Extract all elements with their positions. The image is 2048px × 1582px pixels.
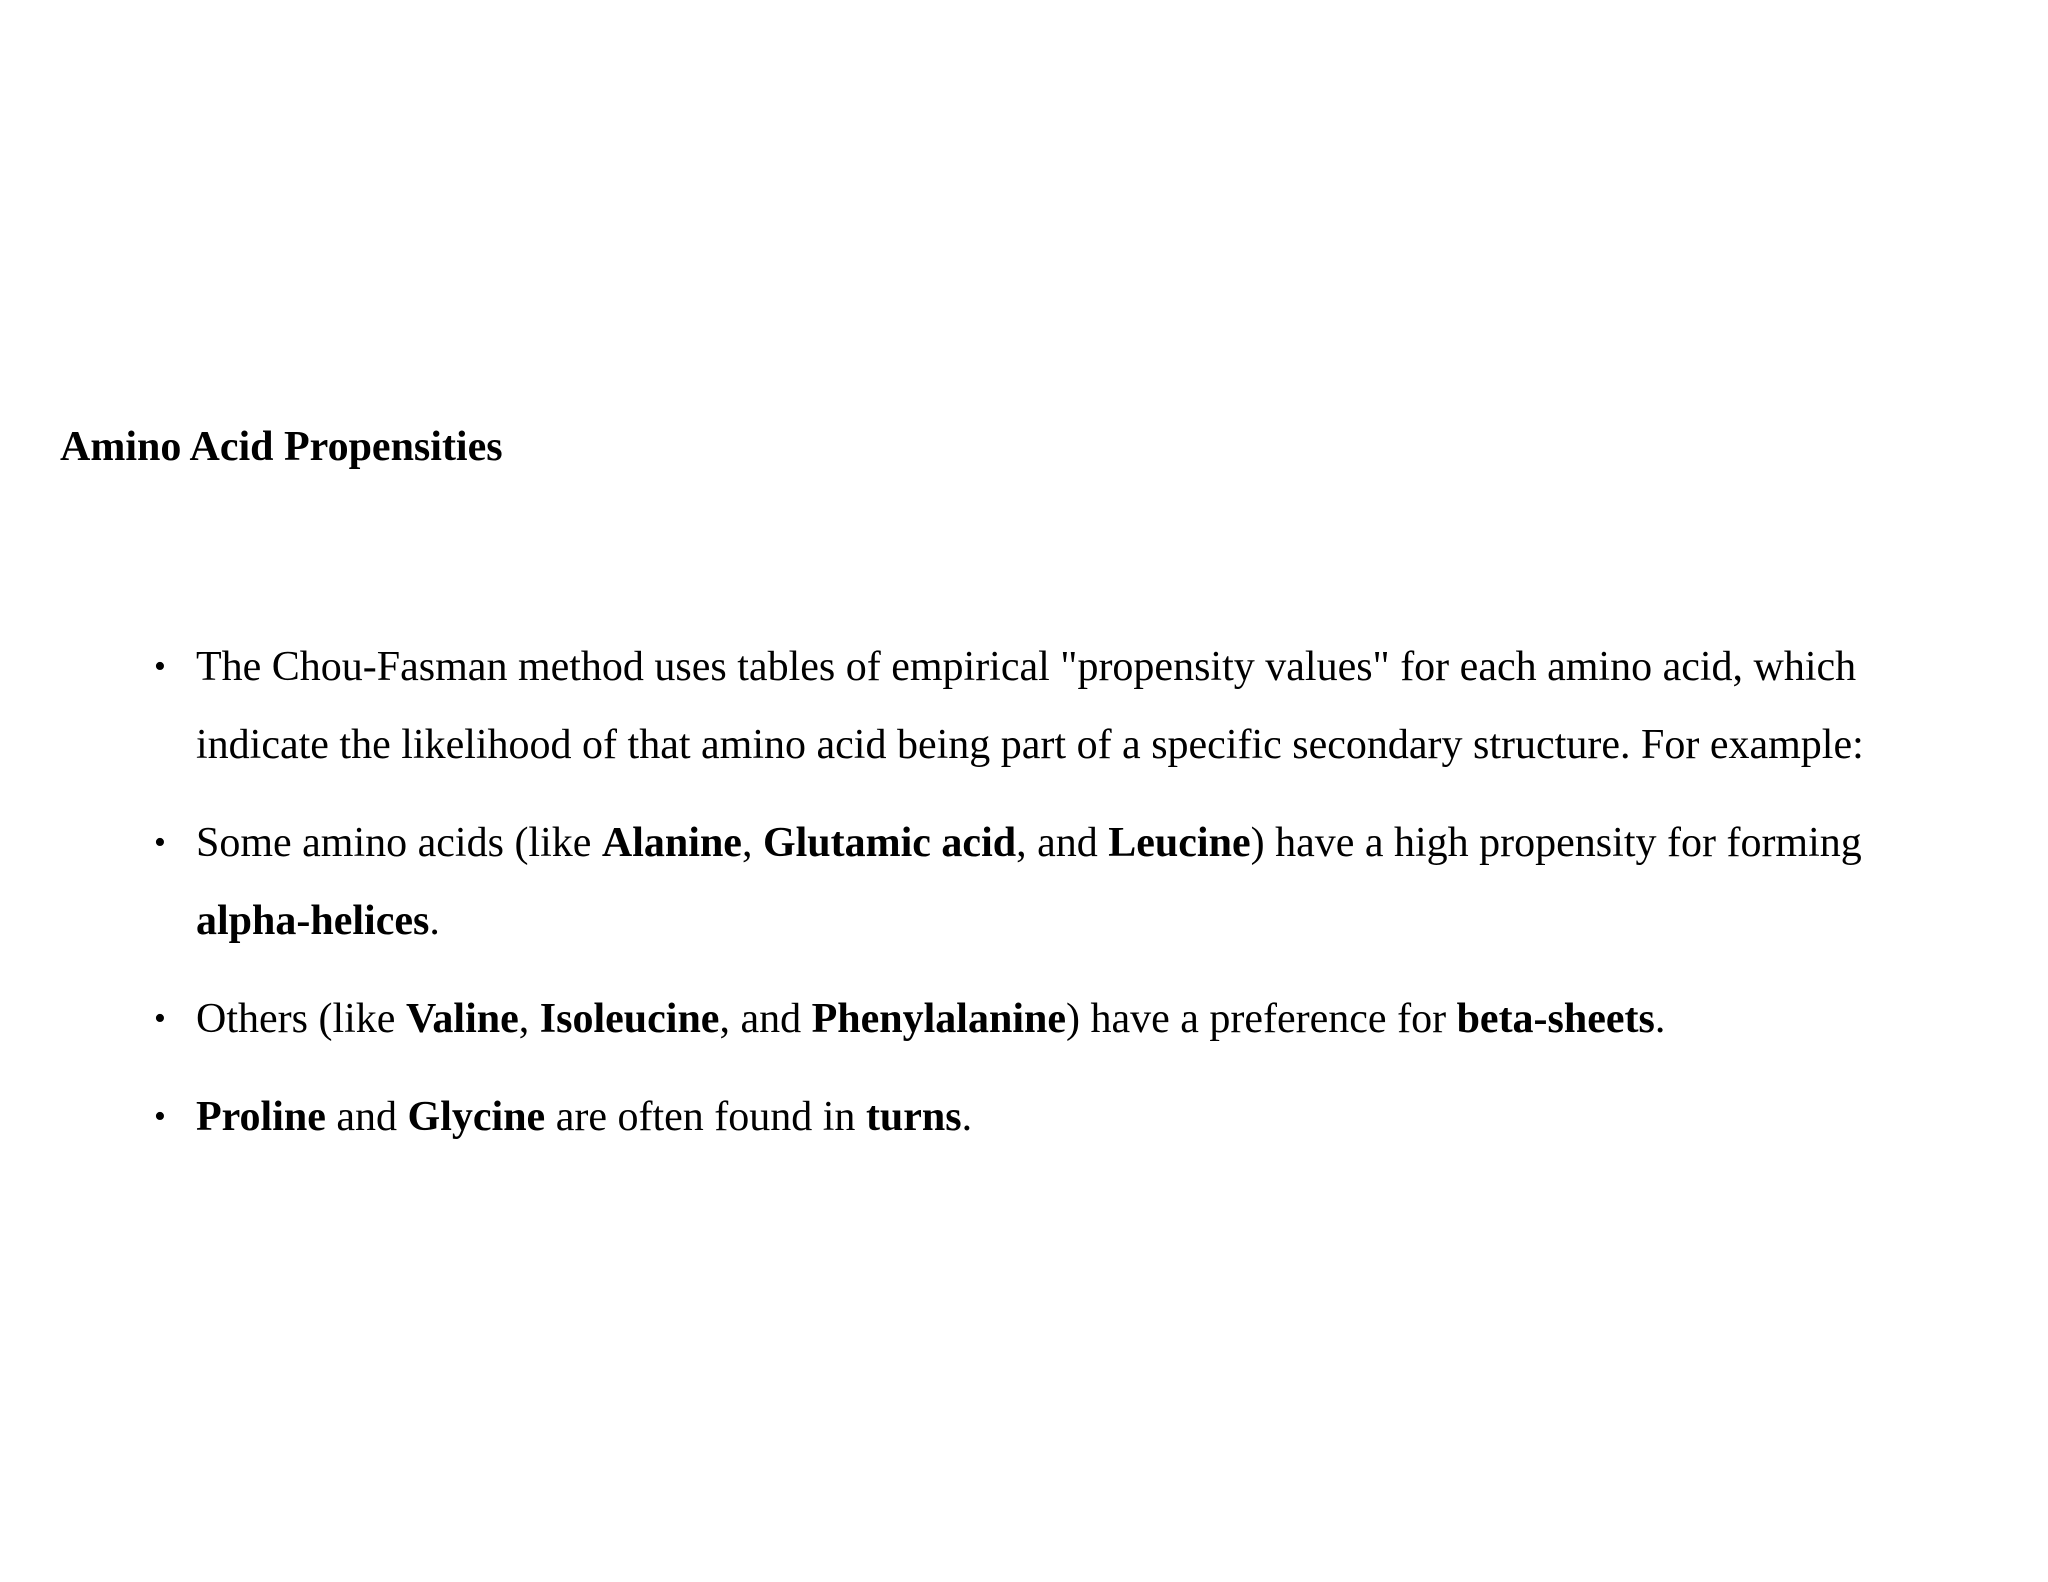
bold-term: Glycine — [407, 1094, 546, 1140]
page-heading: Amino Acid Propensities — [60, 424, 503, 470]
bullet-dot-icon: • — [154, 648, 166, 685]
bold-term: Valine — [405, 996, 519, 1042]
bullet-text-segment: are often found in — [545, 1094, 866, 1140]
bullet-text-segment: . — [429, 898, 440, 944]
bold-term: Leucine — [1108, 820, 1251, 866]
bold-term: Alanine — [601, 820, 742, 866]
bullet-text-segment: , — [741, 820, 763, 866]
bold-term: Phenylalanine — [811, 996, 1066, 1042]
bullet-list — [154, 628, 1956, 1176]
bold-term: Proline — [196, 1094, 326, 1140]
bullet-text-segment: , and — [719, 996, 812, 1042]
bullet-text-segment: ) have a high propensity for forming — [1250, 820, 1862, 866]
bold-term: Glutamic acid — [762, 820, 1017, 866]
bullet-text-segment: . — [961, 1094, 973, 1140]
bullet-text-segment: and — [325, 1094, 408, 1140]
bold-term: alpha-helices — [196, 898, 430, 944]
bold-term: turns — [865, 1094, 962, 1140]
bullet-dot-icon: • — [154, 1098, 166, 1135]
bullet-dot-icon: • — [154, 1000, 166, 1037]
bullet-dot-icon: • — [154, 824, 166, 861]
bullet-text-segment: , — [518, 996, 540, 1042]
bullet-item — [154, 980, 1956, 1058]
bullet-text-segment: ) have a preference for — [1066, 996, 1457, 1042]
bold-term: beta-sheets — [1456, 996, 1655, 1042]
bold-term: Isoleucine — [539, 996, 720, 1042]
bullet-item — [154, 1078, 1956, 1156]
bullet-text-segment: The Chou-Fasman method uses tables of empirical "propensity values" for each amino acid, which indicate the likelihood of that amino acid being part of a specific secondary structure. For example: — [196, 644, 1864, 768]
bullet-text-segment: Some amino acids (like — [196, 820, 602, 866]
bullet-item — [154, 628, 1956, 784]
bullet-text-segment: . — [1654, 996, 1666, 1042]
bullet-text-segment: , and — [1016, 820, 1109, 866]
bullet-item — [154, 804, 1956, 960]
bullet-text-segment: Others (like — [196, 996, 406, 1042]
